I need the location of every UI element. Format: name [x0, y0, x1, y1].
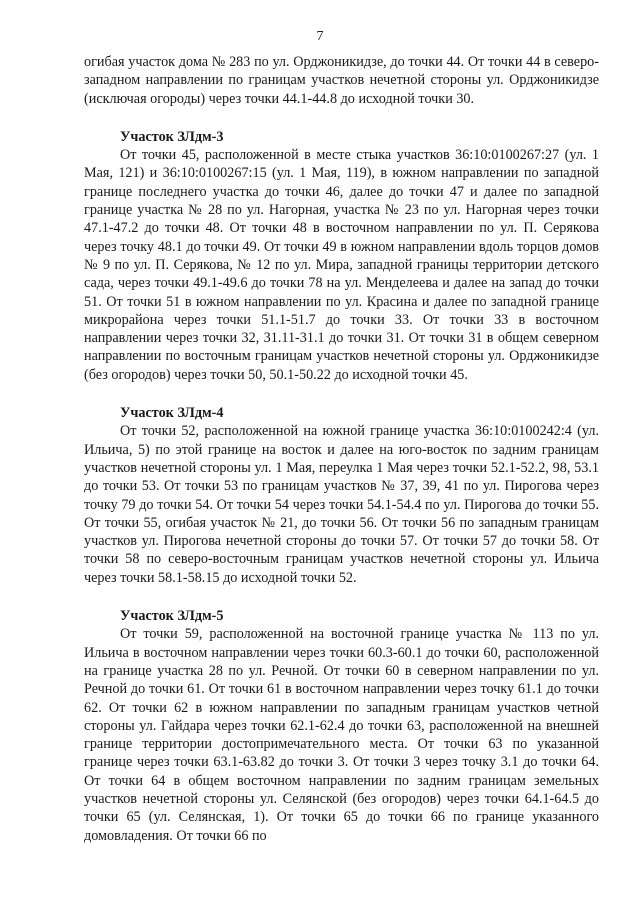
- page-number: 7: [316, 29, 324, 44]
- document-body: [84, 53, 599, 845]
- section-heading: Участок ЗЛдм-5: [120, 608, 224, 625]
- continuation-paragraph: огибая участок дома № 283 по ул. Орджоникидзе, до точки 44. От точки 44 в северо-западном направлении по границам участков нечетной стороны ул. Орджоникидзе (исключая огороды) через точки 44.1-44.8 до исходной точки 30.: [84, 54, 599, 107]
- section-gap: [84, 108, 599, 128]
- section-gap: [84, 384, 599, 404]
- section-paragraph: От точки 45, расположенной в месте стыка участков 36:10:0100267:27 (ул. 1 Мая, 121) и 36:10:0100267:15 (ул. 1 Мая, 119), в южном направлении по западной границе последнего участка до точки 46, далее до точки 47 и далее по западной границе участка № 28 по ул. Нагорная, участка № 23 по ул. Нагорная через точки 47.1-47.2 до точки 48. От точки 48 в восточном направлении по ул. П. Серякова через точку 48.1 до точки 49. От точки 49 в южном направлении вдоль торцов домов № 9 по ул. П. Серякова, № 12 по ул. Мира, западной границы территории детского сада, через точки 49.1-49.6 до точки 78 на ул. Менделеева и далее на запад до точки 51. От точки 51 в южном направлении по ул. Красина и далее по западной границе микрорайона через точки 51.1-51.7 до точки 33. От точки 33 в восточном направлении через точки 32, 31.11-31.1 до точки 31. От точки 31 в общем северном направлении по восточным границам участков нечетной стороны ул. Орджоникидзе (без огородов) через точки 50, 50.1-50.22 до исходной точки 45.: [84, 147, 599, 383]
- section-paragraph: От точки 59, расположенной на восточной границе участка № 113 по ул. Ильича в восточном направлении через точки 60.3-60.1 до точки 60, расположенной на границе участка 28 по ул. Речной. От точки 60 в северном направлении по ул. Речной до точки 61. От точки 61 в восточном направлении через точку 61.1 до точки 62. От точки 62 в южном направлении по западным границам участков четной стороны ул. Гайдара через точки 62.1-62.4 до точки 63, расположенной на внешней границе территории достопримечательного места. От точки 63 по указанной границе через точки 63.1-63.82 до точки 3. От точки 3 через точку 3.1 до точки 64. От точки 64 в общем восточном направлении по задним границам земельных участков нечетной стороны ул. Селянской (без огородов) через точки 64.1-64.5 до точки 65 (ул. Селянская, 1). От точки 65 до точки 66 по границе указанного домовладения. От точки 66 по: [84, 626, 599, 844]
- section-paragraph: От точки 52, расположенной на южной границе участка 36:10:0100242:4 (ул. Ильича, 5) по этой границе на восток и далее на юго-восток по задним границам участков нечетной стороны ул. 1 Мая, переулка 1 Мая через точки 52.1-52.2, 98, 53.1 до точки 53. От точки 53 по границам участков № 37, 39, 41 по ул. Пирогова через точку 79 до точки 54. От точки 54 через точки 54.1-54.4 по ул. Пирогова до точки 55. От точки 55, огибая участок № 21, до точки 56. От точки 56 по западным границам участков ул. Пирогова нечетной стороны до точки 57. От точки 57 до точки 58. От точки 58 по северо-восточным границам участков нечетной стороны ул. Ильича через точки 58.1-58.15 до исходной точки 52.: [84, 423, 599, 586]
- section-heading: Участок ЗЛдм-4: [120, 405, 224, 422]
- section-gap: [84, 587, 599, 607]
- section-heading: Участок ЗЛдм-3: [120, 128, 224, 145]
